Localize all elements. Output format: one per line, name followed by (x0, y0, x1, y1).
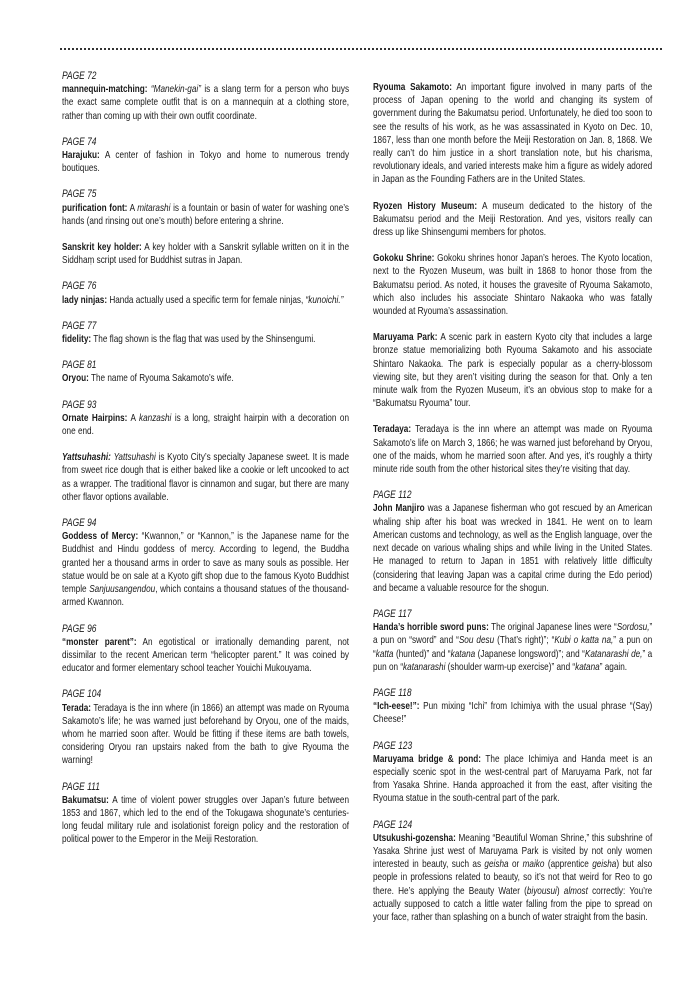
note-term: Maruyama Park: (373, 331, 438, 344)
note-term: Oryou: (62, 372, 89, 385)
note-text: was a Japanese fisherman who got rescued by an American whaling ship after his boat was wrecked in 1841. He went on to learn American customs and technology, as well as the English language, over the next decade on various whaling ships and while living in the United States. He managed to return to Japan in 1851 with relatively little difficulty (considering that leaving Japan was a capital crime during the Edo period) and became a valuable resource for the shogun. (373, 502, 653, 594)
note-text: Gokoku shrines honor Japan’s heroes. The Kyoto location, next to the Ryozen Museum, was built in 1868 to honor those from the Bakumatsu period. As noted, it houses the gravesite of Ryouma Sakamoto, which also includes his associate Shintaro Nakaoka who was fatally wounded at Ryouma’s assassination. (373, 252, 653, 318)
note-text: (hunted)” and “ (393, 647, 451, 660)
note-text: ” again. (599, 660, 628, 673)
note-text: A museum dedicated to the history of the Bakumatsu period and the Meiji Restoration. And yes, visitors really can dress up like Shinsengumi members for photos. (373, 199, 653, 239)
note-term: Ornate Hairpins: (62, 411, 128, 424)
note-text: ” a pun on “ (373, 634, 653, 660)
note-text: is Kyoto City’s specialty Japanese sweet. It is made from sweet rice dough that is either baked like a cookie or left uncooked to act as a wrapper. The traditional flavor is cinnamon and sugar, but there are many other flavor options available. (62, 451, 350, 503)
note-text: geisha (484, 858, 509, 871)
note-text: katana (575, 660, 600, 673)
note-text: biyousui (526, 884, 557, 897)
note-term: fidelity: (62, 333, 92, 346)
note-text: A (127, 411, 139, 424)
note-text: maiko (522, 858, 545, 871)
note-term: Bakumatsu: (62, 793, 109, 806)
note-term: Harajuku: (62, 149, 100, 162)
note-text: , which contains a thousand statues of the thousand-armed Kwannon. (62, 583, 350, 609)
note-text: Teradaya is the inn where an attempt was made on Ryouma Sakamoto’s life on March 3, 1866; he was warned just beforehand by Oryou, one of the maids, whom he married soon after. And yes, it’s roughly a thirty minute ride south from the other historical sites they’re visiting that day. (373, 423, 653, 476)
note-text: kanzashi (138, 411, 172, 424)
page-label: PAGE 124 (373, 818, 413, 831)
note-text: The place Ichimiya and Handa meet is an especially scenic spot in the west-central part of Maruyama Park, not far from Yasaka Shrine. Handa approached it from the east, after visiting the Ryouma statue in the south-central part of the park. (373, 752, 653, 805)
translation-note (373, 331, 652, 410)
note-text: A center of fashion in Tokyo and home to numerous trendy boutiques. (62, 149, 350, 175)
page-label: PAGE 76 (62, 280, 97, 293)
translation-note (373, 489, 652, 595)
note-term: Gokoku Shrine: (373, 252, 435, 265)
translation-note (62, 70, 349, 123)
page-label: PAGE 117 (373, 607, 412, 620)
note-text: ) but also people in professions related to beauty, so it’s not that weird for Reo to go there. He’s applying the Beauty Water ( (373, 858, 653, 897)
translation-note (62, 623, 349, 676)
note-term: Handa’s horrible sword puns: (373, 621, 489, 634)
note-text: “Kwannon,” or “Kannon,” is the Japanese name for the Buddhist and Hindu goddess of mercy. According to legend, the Buddha granted her a thousand arms in order to save as many souls as possible. Her statue would be on sale at a Kyoto gift shop due to the famous Kyoto Buddhist temple (62, 530, 350, 596)
page-label: PAGE 96 (62, 622, 97, 635)
note-text: Sou desu (458, 634, 495, 647)
note-text: geisha (592, 858, 617, 871)
translation-note (62, 241, 349, 267)
translation-note (62, 136, 349, 176)
page-label: PAGE 118 (373, 686, 412, 699)
page-label: PAGE 81 (62, 359, 97, 372)
page-label: PAGE 75 (62, 188, 97, 201)
note-term: lady ninjas: (62, 293, 108, 306)
note-text: Kubi o katta na, (554, 634, 614, 647)
note-text: is a long, straight hairpin with a decoration on one end. (62, 411, 350, 438)
page-label: PAGE 93 (62, 398, 97, 411)
note-term: “monster parent”: (62, 635, 137, 648)
note-term: Sanskrit key holder: (62, 241, 142, 254)
note-text: A key holder with a Sanskrit syllable written on it in the Siddhaṃ script used for Buddhist sutras in Japan. (62, 241, 350, 267)
dotted-divider (60, 48, 662, 50)
note-text: is a slang term for a person who buys the exact same complete outfit that is on a mannequin at a clothing store, rather than coming up with their own outfit coordinate. (62, 83, 350, 122)
note-text: A time of violent power struggles over Japan’s future between 1853 and 1867, which led to the end of the Tokugawa shogunate’s centuries-long feudal military rule and isolationist foreign policy and the restoration of political power to the Emperor in the Meiji Restoration. (62, 793, 350, 846)
note-term: Goddess of Mercy: (62, 530, 139, 543)
note-text: Sordosu, (616, 621, 650, 634)
note-term: Ryouma Sakamoto: (373, 81, 452, 93)
translation-note (373, 740, 652, 806)
note-term: purification font: (62, 201, 128, 214)
note-text: A (127, 201, 138, 214)
note-text: Handa actually used a specific term for female ninjas, (107, 293, 306, 306)
note-text: The name of Ryouma Sakamoto’s wife. (88, 372, 234, 385)
note-text: mitarashi (137, 201, 171, 214)
translation-note (373, 423, 652, 476)
note-text: The flag shown is the flag that was used by the Shinsengumi. (91, 333, 316, 346)
note-text: (That’s right)”; “ (494, 634, 555, 647)
translation-note (373, 687, 652, 727)
note-text: Teradaya is the inn where (in 1866) an attempt was made on Ryouma Sakamoto’s life; he was warned just beforehand by Oryou, one of the maids, whom he married soon after. Would be fitting if these items are bath towels, considering Oryou ran upstairs naked from the bath to give Ryouma the warning! (62, 701, 350, 767)
note-text: ” a pun on “sword” and “ (373, 621, 653, 647)
note-text: An egotistical or irrationally demanding parent, not dissimilar to the recent American term “helicopter parent.” It was coined by educator and former elementary school teacher Youichi Mukouyama. (62, 635, 350, 675)
note-text: is a fountain or basin of water for washing one’s hands (and rinsing out one’s mouth) before entering a shrine. (62, 201, 350, 227)
page-label: PAGE 104 (62, 688, 102, 701)
note-term: John Manjiro (373, 502, 425, 515)
note-term: Ryozen History Museum: (373, 199, 478, 212)
page-label: PAGE 72 (62, 70, 97, 82)
note-text: “Manekin-gai” (150, 83, 201, 96)
note-text: katta (375, 647, 394, 660)
translation-note (62, 399, 349, 439)
page-label: PAGE 77 (62, 319, 97, 332)
translation-note (62, 517, 349, 609)
translation-note (62, 688, 349, 767)
note-term: Teradaya: (373, 423, 412, 436)
translation-note (373, 252, 652, 318)
note-text: ” a pun on “ (373, 647, 653, 673)
note-text: Yattsuhashi (113, 451, 156, 464)
translation-note (62, 451, 349, 504)
page-label: PAGE 94 (62, 517, 97, 530)
note-text: correctly: You’re actually supposed to catch a little water falling from the pipe to spread on your face, rather than splashing on a bunch of water straight from the basin. (373, 884, 653, 923)
translation-note (373, 81, 652, 187)
note-text: The original Japanese lines were “ (488, 621, 617, 634)
note-text: ) (556, 884, 564, 897)
note-text: katanarashi (403, 660, 446, 673)
note-term: Maruyama bridge & pond: (373, 752, 481, 765)
note-text: Meaning “Beautiful Woman Shrine,” this subshrine of Yasaka Shrine just west of Maruyama Park is visited by not only women interested in beauty, such as (373, 831, 653, 871)
page-label: PAGE 74 (62, 135, 97, 148)
note-text: Sanjuusangendou (89, 583, 156, 596)
translation-note (62, 188, 349, 228)
page-label: PAGE 123 (373, 739, 413, 752)
note-text: (Japanese longsword)”; and “ (475, 647, 585, 660)
note-text: (shoulder warm-up exercise)” and “ (445, 660, 576, 673)
note-text: A scenic park in eastern Kyoto city that includes a large bronze statue memorializing both Ryouma Sakamoto and his associate Shintaro Nakaoka. The park is especially popular as a cherry-blossom viewing site, but they aren’t visiting during the season for that. Only a ten minute walk from the Ryozen Museum, it’s an obvious stop to make for a “Bakumatsu Ryouma” tour. (373, 331, 653, 410)
translation-note (373, 608, 652, 674)
note-term: Terada: (62, 701, 91, 714)
translation-note (62, 280, 349, 306)
note-text: “kunoichi.” (305, 293, 344, 306)
note-text: or (508, 858, 523, 871)
note-text: Katanarashi de, (584, 647, 643, 660)
page-label: PAGE 111 (62, 780, 100, 793)
note-text: (apprentice (544, 858, 593, 871)
translation-note (62, 320, 349, 346)
translation-note (62, 359, 349, 385)
page-label: PAGE 112 (373, 489, 412, 502)
translation-note (62, 781, 349, 847)
right-column (373, 81, 652, 937)
note-text: An important figure involved in many parts of the process of Japan opening to the world and changing its system of government during the Bakumatsu period. Unfortunately, he died too soon to see the results of his work, as he was assassinated in Kyoto on Dec. 10, 1867, less than one month before the Meiji Restoration on Jan. 8, 1868. We really can’t do him justice in a short translation note, but his charisma, revolutionary ideals, and varied interests make him a figure as widely adored in Japan as the Founding Fathers are in the United States. (373, 81, 653, 186)
note-text: Pun mixing “Ichi” from Ichimiya with the usual phrase “(Say) Cheese!” (373, 700, 653, 726)
note-term: Utsukushi-gozensha: (373, 831, 456, 844)
note-text: katana (450, 647, 476, 660)
note-text: almost (563, 884, 588, 897)
note-term: mannequin-matching: (62, 83, 148, 96)
translation-note (373, 200, 652, 240)
note-term: “Ich-eese!”: (373, 700, 420, 713)
note-term: Yattsuhashi: (62, 451, 111, 464)
translation-note (373, 819, 652, 925)
left-column (62, 70, 349, 860)
